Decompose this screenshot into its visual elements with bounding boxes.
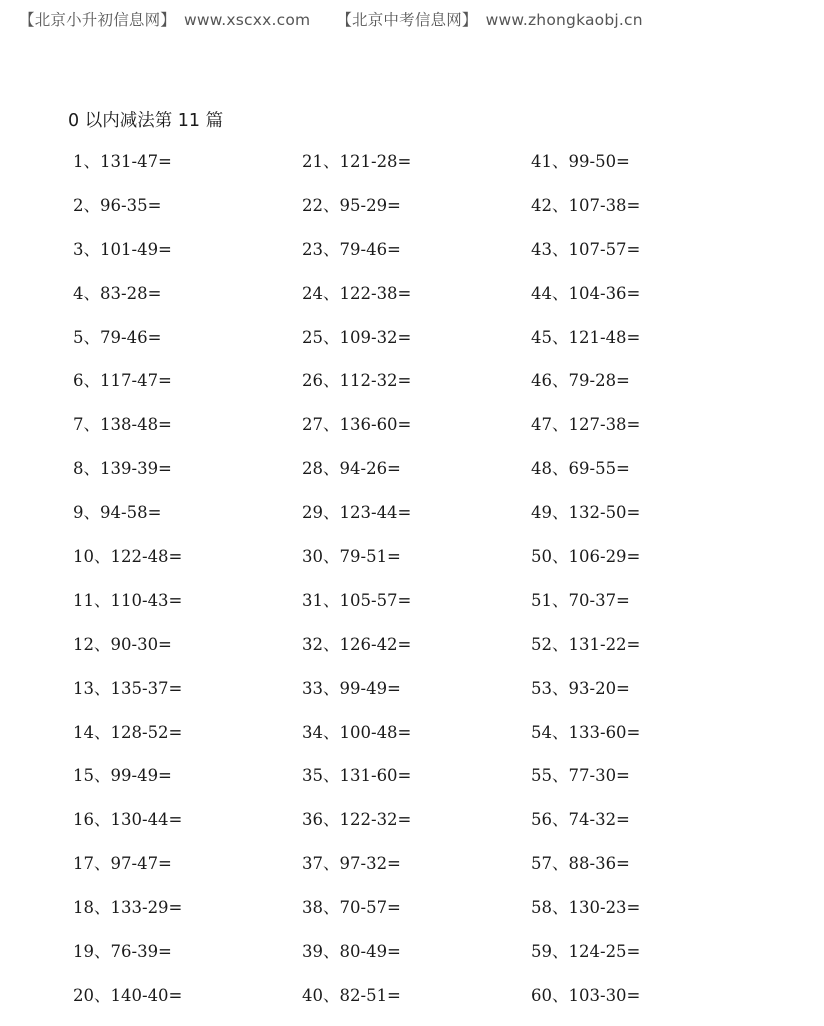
problem-item: 30、79-51= — [302, 547, 401, 567]
problem-item: 14、128-52= — [73, 722, 183, 742]
site1-name: 【北京小升初信息网】 — [19, 11, 177, 29]
problem-item: 33、99-49= — [302, 678, 401, 698]
problem-item: 2、96-35= — [73, 195, 162, 215]
problem-item: 28、94-26= — [302, 459, 401, 479]
problem-item: 16、130-44= — [73, 810, 183, 830]
problem-item: 50、106-29= — [531, 547, 641, 567]
problem-item: 34、100-48= — [302, 722, 412, 742]
problem-item: 41、99-50= — [531, 152, 630, 171]
problem-grid — [73, 148, 773, 1018]
problem-item: 7、138-48= — [73, 415, 172, 435]
problem-item: 38、70-57= — [302, 898, 401, 918]
problem-item: 48、69-55= — [531, 459, 630, 479]
problem-item: 53、93-20= — [531, 678, 630, 698]
problem-column-3 — [531, 148, 751, 1026]
problem-item: 46、79-28= — [531, 371, 630, 391]
problem-item: 27、136-60= — [302, 415, 412, 435]
problem-item: 13、135-37= — [73, 678, 183, 698]
page-header — [19, 8, 809, 30]
problem-item: 10、122-48= — [73, 547, 183, 567]
problem-item: 24、122-38= — [302, 283, 412, 303]
problem-item: 20、140-40= — [73, 985, 183, 1005]
problem-column-2 — [302, 148, 522, 1026]
problem-item: 37、97-32= — [302, 854, 401, 874]
site1-url[interactable]: www.xscxx.com — [184, 11, 311, 29]
problem-item: 31、105-57= — [302, 590, 412, 610]
problem-item: 5、79-46= — [73, 327, 162, 347]
problem-item: 3、101-49= — [73, 239, 172, 259]
worksheet-title: 0 以内减法第 11 篇 — [68, 111, 224, 131]
problem-item: 39、80-49= — [302, 942, 401, 962]
problem-item: 54、133-60= — [531, 722, 641, 742]
problem-item: 4、83-28= — [73, 283, 162, 303]
site2-name: 【北京中考信息网】 — [336, 11, 478, 29]
problem-item: 51、70-37= — [531, 590, 630, 610]
problem-column-1 — [73, 148, 293, 1026]
problem-item: 9、94-58= — [73, 503, 162, 523]
problem-item: 25、109-32= — [302, 327, 412, 347]
problem-item: 22、95-29= — [302, 195, 401, 215]
problem-item: 45、121-48= — [531, 327, 641, 347]
problem-item: 26、112-32= — [302, 371, 412, 391]
problem-item: 43、107-57= — [531, 239, 641, 259]
problem-item: 15、99-49= — [73, 766, 172, 786]
problem-item: 32、126-42= — [302, 634, 412, 654]
problem-item: 29、123-44= — [302, 503, 412, 523]
problem-item: 58、130-23= — [531, 898, 641, 918]
problem-item: 11、110-43= — [73, 590, 183, 610]
problem-item: 56、74-32= — [531, 810, 630, 830]
problem-item: 8、139-39= — [73, 459, 172, 479]
problem-item: 42、107-38= — [531, 195, 641, 215]
problem-item: 35、131-60= — [302, 766, 412, 786]
problem-item: 57、88-36= — [531, 854, 630, 874]
problem-item: 60、103-30= — [531, 985, 641, 1005]
problem-item: 40、82-51= — [302, 985, 401, 1005]
problem-item: 21、121-28= — [302, 152, 412, 171]
problem-item: 18、133-29= — [73, 898, 183, 918]
problem-item: 17、97-47= — [73, 854, 172, 874]
problem-item: 19、76-39= — [73, 942, 172, 962]
problem-item: 47、127-38= — [531, 415, 641, 435]
site2-url[interactable]: www.zhongkaobj.cn — [485, 11, 643, 29]
problem-item: 23、79-46= — [302, 239, 401, 259]
problem-item: 59、124-25= — [531, 942, 641, 962]
problem-item: 12、90-30= — [73, 634, 172, 654]
problem-item: 49、132-50= — [531, 503, 641, 523]
problem-item: 55、77-30= — [531, 766, 630, 786]
problem-item: 52、131-22= — [531, 634, 641, 654]
problem-item: 1、131-47= — [73, 152, 172, 171]
problem-item: 6、117-47= — [73, 371, 172, 391]
problem-item: 44、104-36= — [531, 283, 641, 303]
problem-item: 36、122-32= — [302, 810, 412, 830]
